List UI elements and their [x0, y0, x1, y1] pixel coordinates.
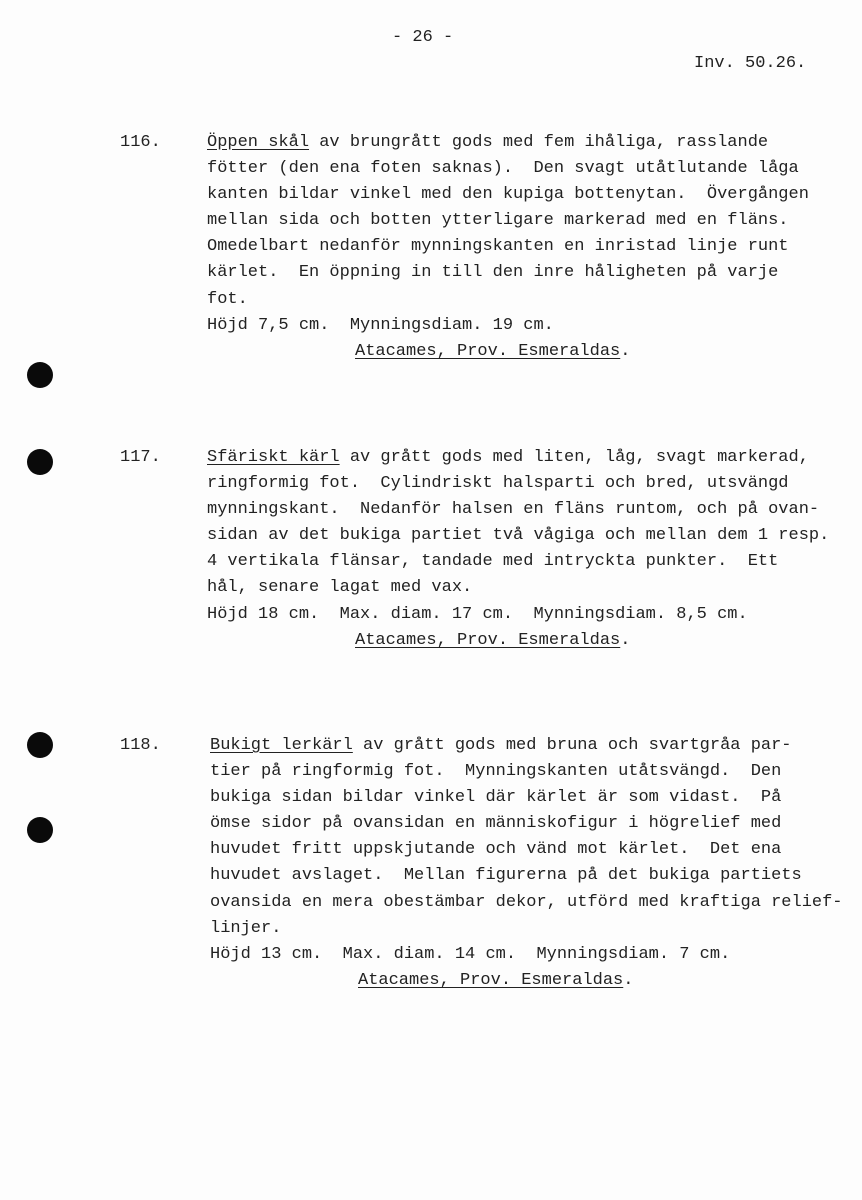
location-period: .: [620, 341, 631, 361]
entry-line: ringformig fot. Cylindriskt halsparti och bred, utsvängd: [207, 474, 789, 494]
entry-line: av grått gods med bruna och svartgråa par-: [352, 736, 792, 755]
entry-dimensions: Höjd 13 cm. Max. diam. 14 cm. Mynningsdiam. 7 cm.: [210, 944, 731, 964]
entry-location: Atacames, Prov. Esmeraldas: [355, 341, 621, 361]
entry-location-line: [207, 339, 809, 365]
location-period: .: [620, 630, 631, 650]
entry-title: Öppen skål: [207, 133, 310, 152]
entry-number: 117.: [120, 448, 161, 467]
entry-line: av grått gods med liten, låg, svagt markerad,: [339, 448, 809, 467]
entry-line: huvudet avslaget. Mellan figurerna på det bukiga partiets: [210, 866, 802, 886]
entry-line: fötter (den ena foten saknas). Den svagt utåtlutande låga: [207, 159, 799, 179]
entry-line: linjer.: [210, 918, 282, 938]
inventory-number: Inv. 50.26.: [694, 54, 807, 73]
entry-line: 4 vertikala flänsar, tandade med intryckta punkter. Ett: [207, 552, 779, 572]
entry-line: ömse sidor på ovansidan en människofigur i högrelief med: [210, 814, 782, 834]
entry-number: 118.: [120, 736, 161, 755]
entry-line: mynningskant. Nedanför halsen en fläns runtom, och på ovan-: [207, 500, 820, 520]
entry-dimensions: Höjd 7,5 cm. Mynningsdiam. 19 cm.: [207, 315, 554, 335]
entry-location: Atacames, Prov. Esmeraldas: [355, 630, 621, 650]
entry-line: kanten bildar vinkel med den kupiga bottenytan. Övergången: [207, 185, 809, 205]
entry-line: huvudet fritt uppskjutande och vänd mot kärlet. Det ena: [210, 840, 782, 860]
entry-line: hål, senare lagat med vax.: [207, 578, 473, 598]
entry-line: mellan sida och botten ytterligare markerad med en fläns.: [207, 211, 789, 231]
entry-text: [207, 130, 809, 365]
entry-line: tier på ringformig fot. Mynningskanten utåtsvängd. Den: [210, 762, 782, 782]
entry-title: Sfäriskt kärl: [207, 448, 340, 467]
entry-line: av brungrått gods med fem ihåliga, rasslande: [309, 133, 769, 152]
entry-text: [210, 733, 843, 994]
entry-location-line: [207, 628, 829, 654]
punch-hole: [27, 817, 53, 843]
entry-line: Omedelbart nedanför mynningskanten en inristad linje runt: [207, 237, 789, 257]
punch-hole: [27, 449, 53, 475]
entry-line: sidan av det bukiga partiet två vågiga och mellan dem 1 resp.: [207, 526, 830, 546]
entry-dimensions: Höjd 18 cm. Max. diam. 17 cm. Mynningsdiam. 8,5 cm.: [207, 604, 748, 624]
entry-number: 116.: [120, 133, 161, 152]
entry-text: [207, 445, 829, 654]
entry-location: Atacames, Prov. Esmeraldas: [358, 970, 624, 990]
entry-location-line: [210, 968, 843, 994]
entry-line: bukiga sidan bildar vinkel där kärlet är som vidast. På: [210, 788, 782, 808]
punch-hole: [27, 362, 53, 388]
punch-hole: [27, 732, 53, 758]
entry-title: Bukigt lerkärl: [210, 736, 353, 755]
location-period: .: [623, 970, 634, 990]
page-number: - 26 -: [392, 28, 454, 47]
entry-line: kärlet. En öppning in till den inre håligheten på varje: [207, 263, 779, 283]
entry-line: fot.: [207, 289, 248, 309]
entry-line: ovansida en mera obestämbar dekor, utförd med kraftiga relief-: [210, 892, 843, 912]
